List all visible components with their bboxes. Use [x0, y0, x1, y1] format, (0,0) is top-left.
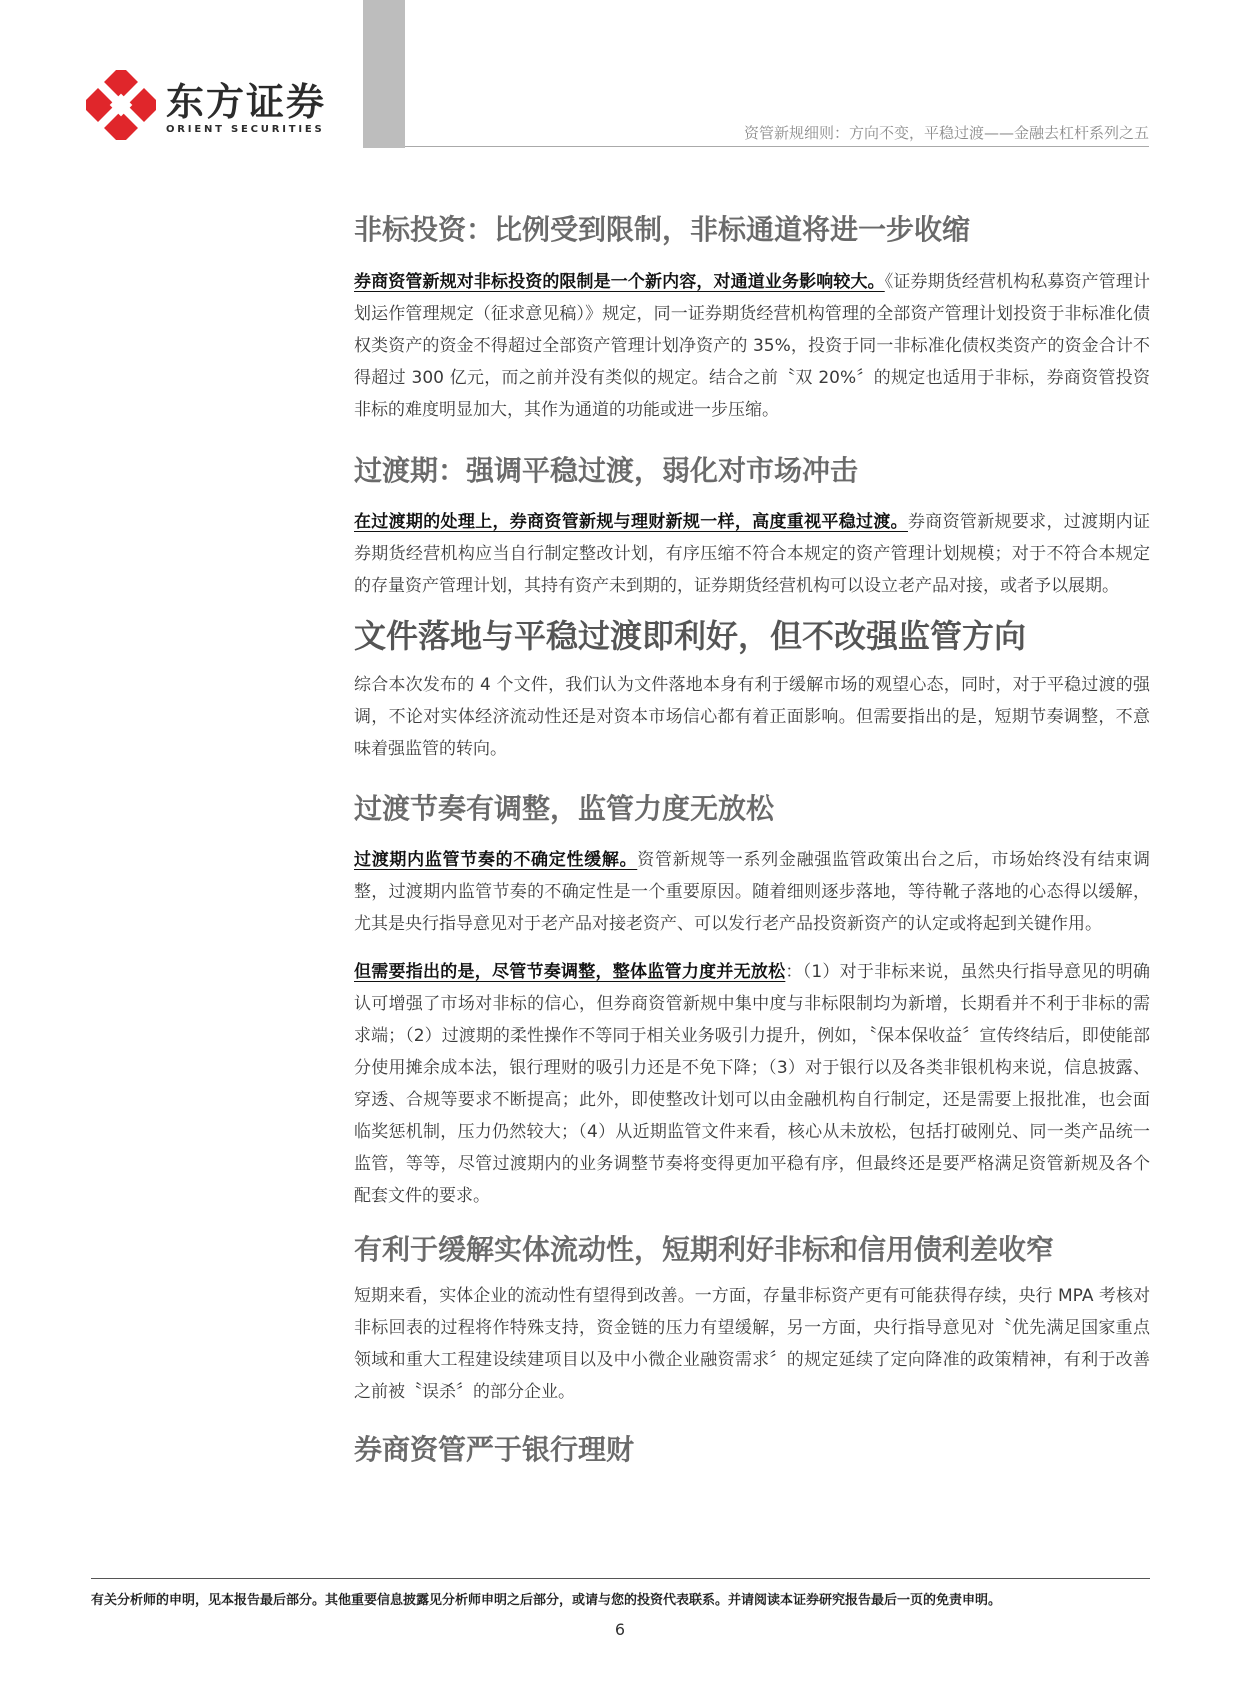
paragraph — [354, 669, 1150, 765]
paragraph-body: ：（1）对于非标来说，虽然央行指导意见的明确认可增强了市场对非标的信心，但券商资管新规中集中度与非标限制均为新增，长期看并不利于非标的需求端；（2）过渡期的柔性操作不等同于相关业务吸引力提升，例如，〝保本保收益〞宣传终结后，即使能部分使用摊余成本法，银行理财的吸引力还是不免下降；（3）对于银行以及各类非银机构来说，信息披露、穿透、合规等要求不断提高；此外，即使整改计划可以由金融机构自行制定，还是需要上报批准，也会面临奖惩机制，压力仍然较大；（4）从近期监管文件来看，核心从未放松，包括打破刚兑、同一类产品统一监管，等等，尽管过渡期内的业务调整节奏将变得更加平稳有序，但最终还是要严格满足资管新规及各个配套文件的要求。 — [354, 961, 1150, 1206]
section-heading-major: 文件落地与平稳过渡即利好，但不改强监管方向 — [354, 616, 1027, 655]
header-decor-bar — [363, 0, 405, 148]
paragraph — [354, 956, 1150, 1212]
lead-sentence: 但需要指出的是，尽管节奏调整，整体监管力度并无放松 — [354, 961, 786, 982]
lead-sentence: 券商资管新规对非标投资的限制是一个新内容，对通道业务影响较大。 — [354, 272, 885, 293]
main-content — [354, 212, 1150, 1469]
logo-mark-icon — [86, 70, 156, 140]
section-heading: 非标投资：比例受到限制，非标通道将进一步收缩 — [354, 213, 971, 246]
lead-sentence: 在过渡期的处理上，券商资管新规与理财新规一样，高度重视平稳过渡。 — [354, 511, 908, 532]
footer-disclaimer: 有关分析师的申明，见本报告最后部分。其他重要信息披露见分析师申明之后部分，或请与您的投资代表联系。并请阅读本证券研究报告最后一页的免责申明。 — [91, 1593, 1002, 1608]
section-heading: 过渡期：强调平稳过渡，弱化对市场冲击 — [354, 454, 859, 488]
paragraph-body: 短期来看，实体企业的流动性有望得到改善。一方面，存量非标资产更有可能获得存续，央行 MPA 考核对非标回表的过程将作特殊支持，资金链的压力有望缓解，另一方面，央行指导意见对〝优先满足国家重点领域和重大工程建设续建项目以及中小微企业融资需求〞的规定延续了定向降准的政策精神，有利于改善之前被〝误杀〞的部分企业。 — [354, 1286, 1150, 1403]
paragraph-body: 资管新规等一系列金融强监管政策出台之后，市场始终没有结束调整，过渡期内监管节奏的不确定性是一个重要原因。随着细则逐步落地，等待靴子落地的心态得以缓解，尤其是央行指导意见对于老产品对接老资产、可以发行老产品投资新资产的认定或将起到关键作用。 — [354, 849, 1151, 934]
header-divider — [405, 146, 1149, 147]
paragraph — [354, 506, 1150, 602]
lead-sentence: 过渡期内监管节奏的不确定性缓解。 — [354, 849, 638, 870]
paragraph — [354, 1280, 1150, 1408]
logo-text-cn: 东方证券 — [166, 80, 327, 124]
paragraph-body: 《证券期货经营机构私募资产管理计划运作管理规定（征求意见稿）》规定，同一证券期货经营机构管理的全部资产管理计划投资于非标准化债权类资产的资金不得超过全部资产管理计划净资产的 35%，投资于同一非标准化债权类资产的资金合计不得超过 300 亿元，而之前并没有类似的规定。结合之前〝双 20%〞的规定也适用于非标，券商资管投资非标的难度明显加大，其作为通道的功能或进一步压缩。 — [354, 272, 1151, 421]
paragraph — [354, 266, 1150, 426]
company-logo — [86, 70, 346, 150]
section-heading: 过渡节奏有调整，监管力度无放松 — [354, 792, 775, 826]
logo-text-en: ORIENT SECURITIES — [166, 124, 325, 135]
paragraph-body: 券商资管新规要求，过渡期内证券期货经营机构应当自行制定整改计划，有序压缩不符合本规定的资产管理计划规模；对于不符合本规定的存量资产管理计划，其持有资产未到期的，证券期货经营机构可以设立老产品对接，或者予以展期。 — [354, 511, 1151, 596]
section-heading: 券商资管严于银行理财 — [354, 1433, 635, 1467]
footer-divider — [91, 1578, 1150, 1579]
paragraph — [354, 844, 1150, 940]
paragraph-body: 综合本次发布的 4 个文件，我们认为文件落地本身有利于缓解市场的观望心态，同时，对于平稳过渡的强调，不论对实体经济流动性还是对资本市场信心都有着正面影响。但需要指出的是，短期节奏调整，不意味着强监管的转向。 — [354, 675, 1150, 760]
report-title: 资管新规细则：方向不变，平稳过渡——金融去杠杆系列之五 — [743, 124, 1149, 142]
page-number: 6 — [614, 1620, 626, 1639]
section-heading: 有利于缓解实体流动性，短期利好非标和信用债利差收窄 — [354, 1232, 1055, 1266]
